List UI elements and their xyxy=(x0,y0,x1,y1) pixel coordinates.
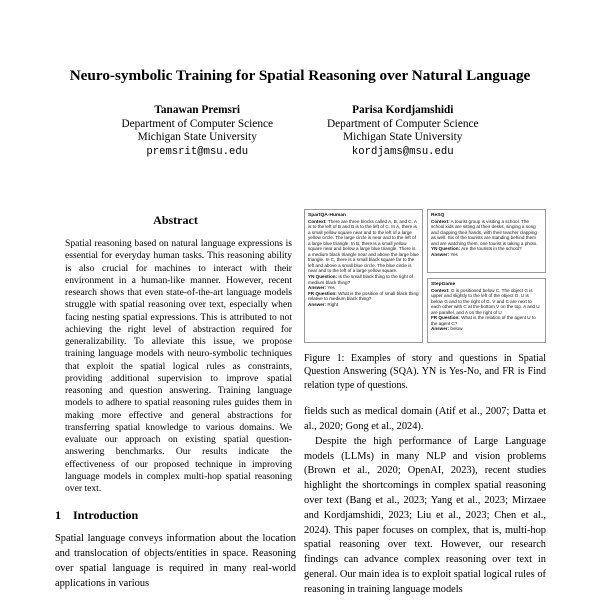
figure-caption: Figure 1: Examples of story and questions in Spatial Question Answering (SQA). YN is Yes-No, and FR is Find relation type of questions. xyxy=(304,353,546,391)
abstract-text: Spatial reasoning based on natural language expressions is essential for everyday human tasks. This reasoning ability is also crucial for machines to interact with their environment in a human-like manner. However, recent research shows that even state-of-the-art language models struggle with spatial reasoning over text, especially when facing nesting spatial expressions. This is attributed to not achieving the right level of abstraction required for generalizability. To alleviate this issue, we propose training language models with neuro-symbolic techniques that exploit the spatial logical rules as constraints, providing additional supervision to improve spatial reasoning and question answering. Training language models to adhere to spatial reasoning rules guides them in making more effective and general abstractions for transferring spatial knowledge to various domains. We evaluate our approach on existing spatial question-answering benchmarks. Our results indicate the effectiveness of our proposed technique in improving language models in complex multi-hop spatial reasoning over text. xyxy=(65,238,292,494)
figure-1 xyxy=(304,209,546,343)
context-text: A tourist group is visiting a school. The school kids are sitting at their desks, singing a song and clapping their hands, with their teacher clapping as well. Six of the tourists are standing behind them and are watching them, one tourist is taking a photo. xyxy=(431,218,538,246)
fr-question-label: FR Question: xyxy=(431,315,460,321)
answer-label: Answer: xyxy=(431,326,450,332)
yn-question-label: YN Question: xyxy=(308,274,338,280)
fr-question-text: What is the position of small black thing relative to medium black thing? xyxy=(308,290,419,302)
author-email: kordjams@msu.edu xyxy=(351,145,454,158)
author-email: premsrit@msu.edu xyxy=(146,145,249,158)
author-university: Michigan State University xyxy=(137,131,257,144)
author-block-1 xyxy=(121,104,273,159)
left-column xyxy=(55,213,296,591)
section-heading-introduction xyxy=(55,508,296,523)
body-paragraph: fields such as medical domain (Atif et al., 2007; Datta et al., 2020; Gong et al., 2024). xyxy=(304,406,546,433)
yn-question-label: YN Question: xyxy=(431,246,461,252)
abstract-heading: Abstract xyxy=(153,213,198,227)
author-department: Department of Computer Science xyxy=(327,117,479,130)
paper-title: Neuro-symbolic Training for Spatial Reasoning over Natural Language xyxy=(69,67,531,84)
fr-question-label: FR Question: xyxy=(308,290,337,296)
fr-question-text: What is the relation of the agent U to the agent C? xyxy=(431,315,536,326)
context-label: Context: xyxy=(308,218,327,224)
yn-answer-text: Yes xyxy=(327,285,335,291)
intro-paragraph: Spatial language conveys information about the location and translocation of objects/entities in space. Reasoning over spatial language is required in many real-world applications in various xyxy=(55,533,296,589)
answer-label: Answer: xyxy=(308,301,327,307)
section-number: 1 xyxy=(55,508,61,523)
context-text: There are three blocks called A, B, and C. A is to the left of B and B is to the left of C. In A, there is a small yellow square near and to the left of a large yellow circle. The large circle is near and to the left of a large blue triangle. In B, there is a small yellow square near and below a large blue triangle. There is a medium black triangle near and above the large blue triangle. In C, there is a small black square far to the left and above a small blue circle. The blue circle is near and to the left of a large yellow square. xyxy=(308,218,419,274)
answer-label: Answer: xyxy=(308,285,327,291)
author-department: Department of Computer Science xyxy=(121,117,273,130)
context-text: G is positioned below C. The object G is upper and slightly to the left of the object O. U is below G and to the right of G. V and C are next to each other with C at the bottom V on the top. A and U are parallel, and A on the right of U xyxy=(431,287,540,315)
example-box-resq xyxy=(427,209,546,273)
example-box-title: SpartQA-Human xyxy=(308,212,347,218)
author-row xyxy=(0,104,600,159)
answer-label: Answer: xyxy=(431,251,450,257)
author-name: Tanawan Premsri xyxy=(154,104,241,116)
body-paragraph: Despite the high performance of Large Language models (LLMs) in many NLP and vision problems (Brown et al., 2020; OpenAI, 2023), recent studies highlight the shortcomings in complex spatial reasoning over text (Bang et al., 2023; Yang et al., 2023; Mirzaee and Kordjamshidi, 2023; Liu et al., 2023; Chen et al., 2024). This paper focuses on complex, that is, multi-hop spatial reasoning over text. However, our research findings can advance complex reasoning over text in general. Our main idea is to exploit spatial logical rules of reasoning in training language models xyxy=(304,435,546,595)
figure-right-boxes xyxy=(427,209,546,343)
right-column xyxy=(304,209,546,598)
example-context xyxy=(431,288,542,316)
example-box-title: ReSQ xyxy=(431,212,445,218)
example-fr-answer xyxy=(431,326,542,332)
example-box-spartqa xyxy=(304,209,423,343)
section-title: Introduction xyxy=(73,508,139,523)
author-university: Michigan State University xyxy=(343,131,463,144)
fr-answer-text: Right xyxy=(327,301,339,307)
fr-answer-text: below xyxy=(450,326,463,332)
example-context xyxy=(431,219,542,247)
example-yn-question xyxy=(308,274,419,285)
example-fr-question xyxy=(431,315,542,326)
example-box-stepgame xyxy=(427,278,546,343)
author-block-2 xyxy=(327,104,479,159)
example-box-title: StepGame xyxy=(431,281,456,287)
yn-answer-text: Yes xyxy=(450,251,458,257)
right-column-body xyxy=(304,405,546,597)
context-label: Context: xyxy=(431,287,450,293)
author-name: Parisa Kordjamshidi xyxy=(352,104,454,116)
context-label: Context: xyxy=(431,218,450,224)
example-context xyxy=(308,219,419,274)
example-fr-answer xyxy=(308,302,419,308)
yn-question-text: Is the small black thing to the right of medium black thing? xyxy=(308,274,413,285)
example-yn-answer xyxy=(431,252,542,258)
example-fr-question xyxy=(308,291,419,302)
yn-question-text: Are the tourists in the school? xyxy=(461,246,522,252)
